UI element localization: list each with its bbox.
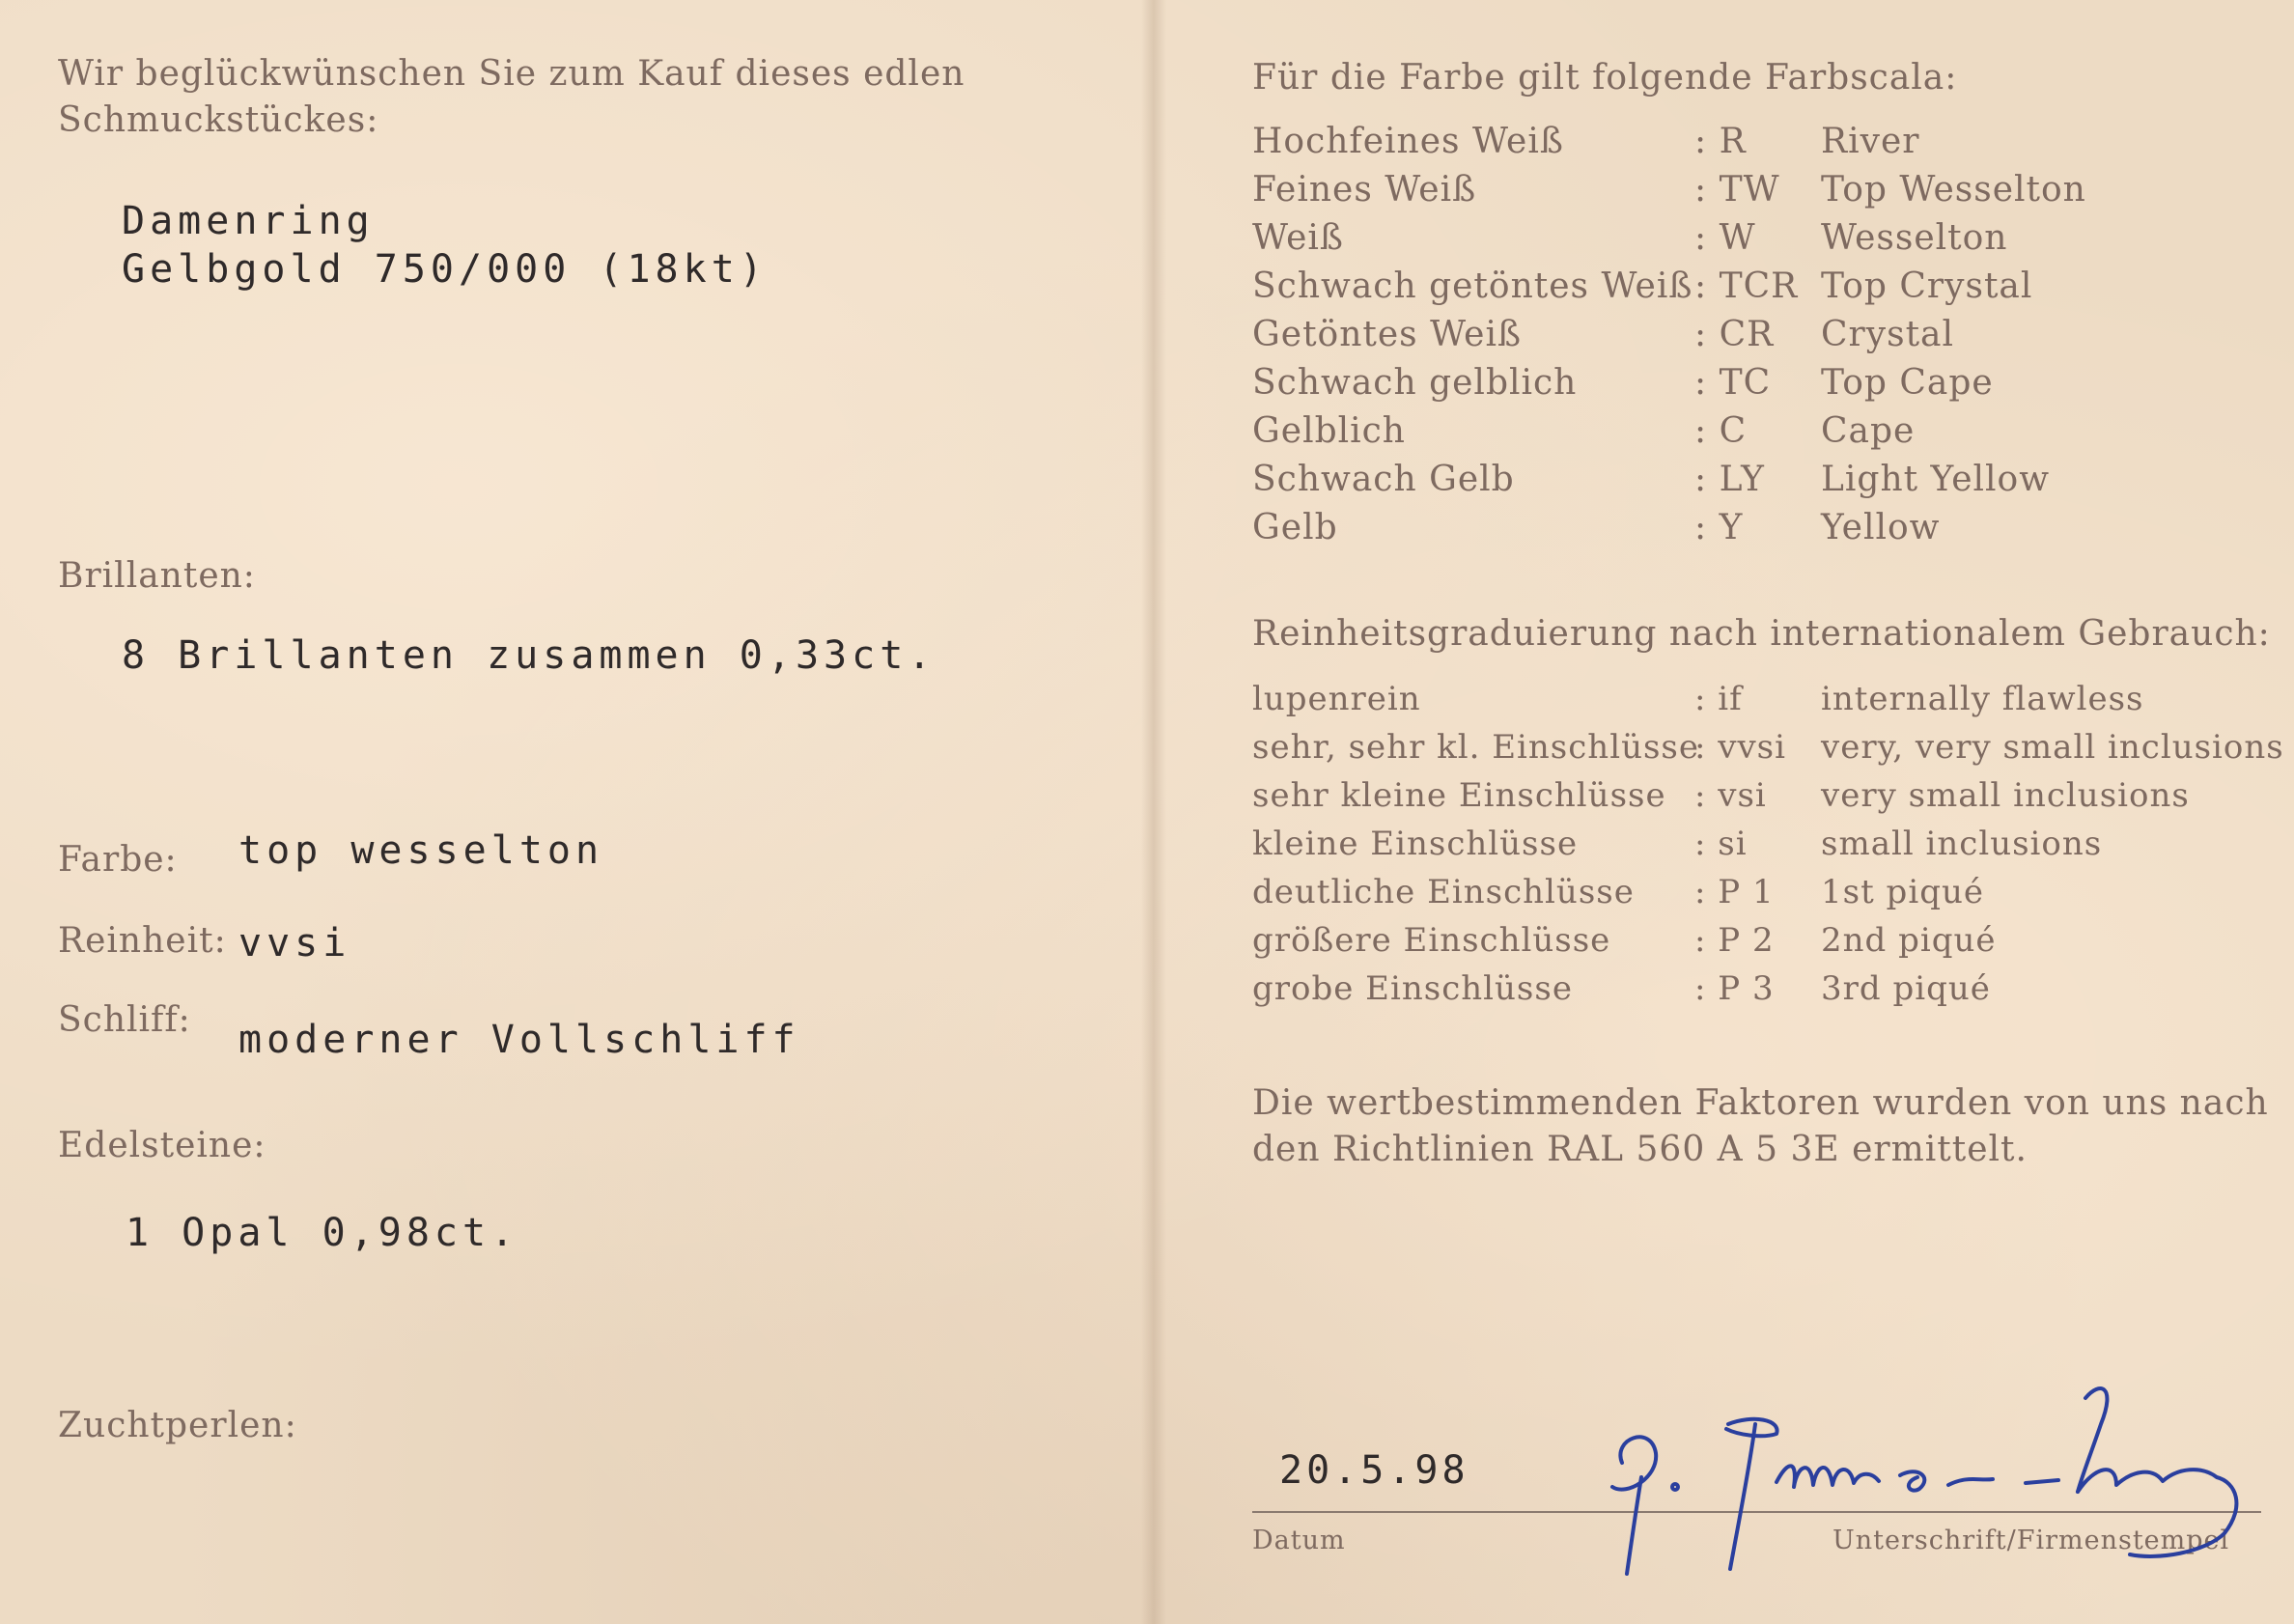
schliff-value: moderner Vollschliff xyxy=(238,1018,800,1062)
clarity-row-english: 2nd piqué xyxy=(1821,921,1997,960)
color-row xyxy=(1252,460,2276,508)
intro-line-2: Schmuckstückes: xyxy=(58,100,379,140)
clarity-row-german: sehr, sehr kl. Einschlüsse xyxy=(1252,728,1699,767)
color-row-code: : CR xyxy=(1694,315,1775,354)
handwritten-signature xyxy=(1583,1371,2288,1583)
clarity-row-code: : vvsi xyxy=(1694,728,1787,767)
color-row xyxy=(1252,266,2276,315)
clarity-row xyxy=(1252,969,2276,1018)
color-row-english: Cape xyxy=(1821,411,1916,451)
color-row-german: Gelblich xyxy=(1252,411,1406,451)
clarity-row-german: sehr kleine Einschlüsse xyxy=(1252,776,1666,815)
color-row-german: Hochfeines Weiß xyxy=(1252,122,1564,161)
color-row xyxy=(1252,170,2276,218)
color-row-english: Top Wesselton xyxy=(1821,170,2086,210)
clarity-row-german: größere Einschlüsse xyxy=(1252,921,1611,960)
color-row xyxy=(1252,363,2276,411)
clarity-row-english: very, very small inclusions xyxy=(1821,728,2284,767)
clarity-row xyxy=(1252,728,2284,776)
clarity-row-code: : P 1 xyxy=(1694,873,1775,911)
clarity-row xyxy=(1252,825,2276,873)
color-row-code: : Y xyxy=(1694,508,1744,547)
clarity-row xyxy=(1252,776,2276,825)
brillanten-value: 8 Brillanten zusammen 0,33ct. xyxy=(122,633,937,678)
reinheit-value: vvsi xyxy=(238,921,351,966)
color-row-english: Light Yellow xyxy=(1821,460,2051,499)
color-scale-heading: Für die Farbe gilt folgende Farbscala: xyxy=(1252,58,1958,98)
clarity-row-code: : vsi xyxy=(1694,776,1767,815)
clarity-row xyxy=(1252,921,2276,969)
color-row xyxy=(1252,122,2276,170)
color-row-english: Top Crystal xyxy=(1821,266,2033,306)
color-row-code: : W xyxy=(1694,218,1756,258)
color-row-code: : TW xyxy=(1694,170,1780,210)
color-row-english: Wesselton xyxy=(1821,218,2008,258)
intro-line-1: Wir beglückwünschen Sie zum Kauf dieses edlen xyxy=(58,54,965,94)
clarity-row-code: : if xyxy=(1694,680,1743,718)
clarity-row-english: small inclusions xyxy=(1821,825,2103,863)
color-row xyxy=(1252,218,2276,266)
color-row-english: River xyxy=(1821,122,1920,161)
color-row-german: Schwach gelblich xyxy=(1252,363,1578,403)
clarity-heading: Reinheitsgraduierung nach internationalem Gebrauch: xyxy=(1252,614,2271,654)
clarity-row xyxy=(1252,873,2276,921)
zuchtperlen-label: Zuchtperlen: xyxy=(58,1406,297,1445)
edelsteine-value: 1 Opal 0,98ct. xyxy=(126,1211,519,1255)
reinheit-label: Reinheit: xyxy=(58,921,227,961)
color-row-english: Crystal xyxy=(1821,315,1955,354)
clarity-row-code: : P 3 xyxy=(1694,969,1775,1008)
color-row xyxy=(1252,315,2276,363)
item-line-2: Gelbgold 750/000 (18kt) xyxy=(122,247,768,292)
schliff-label: Schliff: xyxy=(58,1000,191,1040)
clarity-row-english: 3rd piqué xyxy=(1821,969,1991,1008)
clarity-row-code: : P 2 xyxy=(1694,921,1775,960)
signature-label: Unterschrift/Firmenstempel xyxy=(1832,1526,2230,1555)
color-row-code: : TC xyxy=(1694,363,1772,403)
clarity-row-english: internally flawless xyxy=(1821,680,2144,718)
color-row-english: Top Cape xyxy=(1821,363,1994,403)
edelsteine-label: Edelsteine: xyxy=(58,1126,266,1165)
color-row-german: Gelb xyxy=(1252,508,1338,547)
color-row-german: Schwach getöntes Weiß xyxy=(1252,266,1693,306)
color-row-german: Schwach Gelb xyxy=(1252,460,1515,499)
color-row-code: : C xyxy=(1694,411,1748,451)
color-row-code: : R xyxy=(1694,122,1747,161)
clarity-row-english: very small inclusions xyxy=(1821,776,2190,815)
color-row-german: Feines Weiß xyxy=(1252,170,1477,210)
color-row-code: : LY xyxy=(1694,460,1765,499)
farbe-label: Farbe: xyxy=(58,840,178,880)
color-row xyxy=(1252,508,2276,556)
color-row-german: Getöntes Weiß xyxy=(1252,315,1523,354)
clarity-row-german: grobe Einschlüsse xyxy=(1252,969,1573,1008)
clarity-row-german: kleine Einschlüsse xyxy=(1252,825,1579,863)
color-row xyxy=(1252,411,2276,460)
note-line-2: den Richtlinien RAL 560 A 5 3E ermittelt. xyxy=(1252,1130,2028,1169)
color-row-german: Weiß xyxy=(1252,218,1344,258)
clarity-row xyxy=(1252,680,2276,728)
page-fold xyxy=(1141,0,1166,1624)
color-row-code: : TCR xyxy=(1694,266,1799,306)
clarity-row-code: : si xyxy=(1694,825,1748,863)
brillanten-label: Brillanten: xyxy=(58,556,256,596)
farbe-value: top wesselton xyxy=(238,828,604,873)
date-label: Datum xyxy=(1252,1526,1346,1555)
clarity-row-german: lupenrein xyxy=(1252,680,1421,718)
note-line-1: Die wertbestimmenden Faktoren wurden von uns nach xyxy=(1252,1083,2269,1123)
date-value: 20.5.98 xyxy=(1279,1448,1469,1493)
color-row-english: Yellow xyxy=(1821,508,1941,547)
clarity-row-german: deutliche Einschlüsse xyxy=(1252,873,1635,911)
clarity-row-english: 1st piqué xyxy=(1821,873,1984,911)
item-line-1: Damenring xyxy=(122,199,375,243)
